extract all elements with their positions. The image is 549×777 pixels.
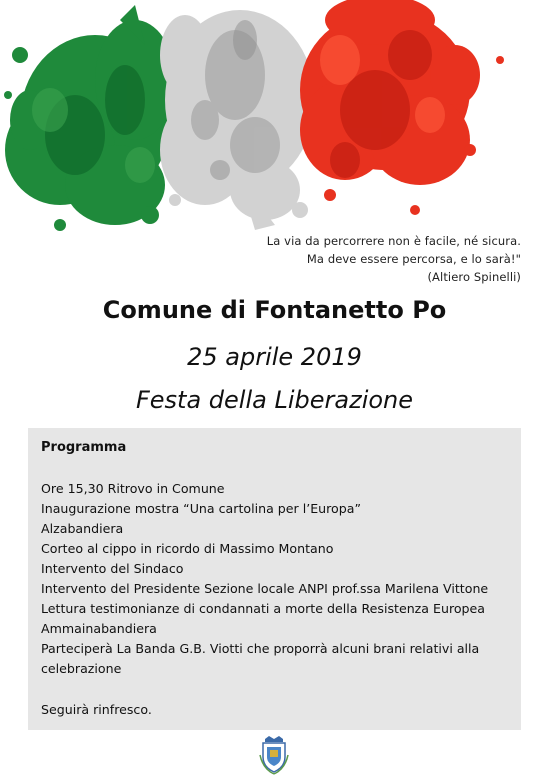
quote-line-2: Ma deve essere percorsa, e lo sarà!" <box>306 252 521 266</box>
program-heading: Programma <box>41 440 127 455</box>
program-item: Intervento del Presidente Sezione locale ANPI prof.ssa Marilena Vittone <box>41 581 489 596</box>
event-date: 25 aprile 2019 <box>187 343 362 371</box>
program-footer: Seguirà rinfresco. <box>41 702 152 717</box>
program-item: Parteciperà La Banda G.B. Viotti che proporrà alcuni brani relativi alla celebrazione <box>41 641 480 676</box>
quote-author: (Altiero Spinelli) <box>427 270 521 284</box>
program-item: Alzabandiera <box>41 521 124 536</box>
program-item: Corteo al cippo in ricordo di Massimo Montano <box>41 541 334 556</box>
flag-paint-splash <box>0 0 549 240</box>
program-item: Ammainabandiera <box>41 621 157 636</box>
program-item: Inaugurazione mostra “Una cartolina per l’Europa” <box>41 501 361 516</box>
program-item: Ore 15,30 Ritrovo in Comune <box>41 481 225 496</box>
page-title: Comune di Fontanetto Po <box>102 296 447 324</box>
program-item: Lettura testimonianze di condannati a morte della Resistenza Europea <box>41 601 486 616</box>
program-panel <box>28 428 521 730</box>
event-name: Festa della Liberazione <box>135 386 414 414</box>
quote-line-1: La via da percorrere non è facile, né sicura. <box>266 234 521 248</box>
crest-icon <box>257 735 291 775</box>
program-item: Intervento del Sindaco <box>41 561 184 576</box>
program-list <box>41 479 516 679</box>
quote-block <box>267 232 521 286</box>
